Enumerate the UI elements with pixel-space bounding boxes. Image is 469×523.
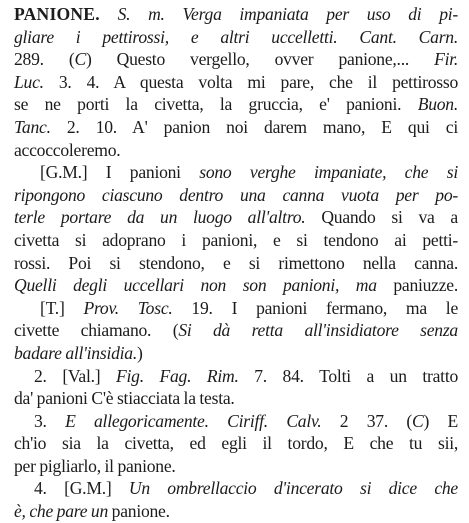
text-run: rossi. Poi si stendono, e si rimettono nella canna. [14, 252, 458, 273]
italic-text: C [74, 49, 86, 70]
entry-line [14, 161, 458, 184]
entry-line [14, 432, 458, 455]
italic-text: terle portare da un luogo all'altro. [14, 207, 306, 228]
italic-text: Un ombrellaccio d'incerato si dice che [128, 478, 458, 499]
entry-line [14, 319, 458, 342]
entry-line [14, 184, 458, 207]
entry-line [14, 93, 458, 116]
text-run: ) [136, 342, 143, 363]
text-run [100, 4, 118, 24]
text-run: ch'io sia la civetta, ed egli il tordo, E che tu sii, [14, 433, 458, 454]
italic-text: gliare i pettirossi, e altri uccelletti. Cant. Carn. [14, 26, 458, 47]
entry-line [14, 342, 458, 365]
italic-text: Si dà retta all'insidiatore senza [178, 320, 458, 341]
entry-line [14, 229, 458, 252]
entry-line [14, 365, 458, 388]
text-run: se ne porti la civetta, la gruccia, e' panioni. [14, 94, 418, 115]
italic-text: S. m. Verga impaniata per uso di pi- [117, 4, 458, 24]
text-run: panione. [108, 501, 170, 522]
text-run: Quando si va a [305, 207, 458, 228]
text-run: 4. [G.M.] [34, 478, 129, 499]
text-run: ) Questo vergello, ovver panione,... [85, 49, 435, 70]
italic-text: badare all'insidia. [14, 342, 137, 363]
entry-line [14, 3, 458, 26]
text-run: accoccoleremo. [14, 139, 121, 160]
entry-line [14, 48, 458, 71]
italic-text: C [412, 410, 424, 431]
text-run: 2. 10. A' panion noi darem mano, E qui ci [50, 116, 458, 137]
text-run: paniuzze. [376, 275, 459, 296]
italic-text: è, che pare un [14, 501, 109, 522]
italic-text: Prov. Tosc. [83, 297, 173, 318]
text-run: ) E [423, 410, 459, 431]
italic-text: Luc. [14, 71, 44, 92]
entry-line [14, 26, 458, 49]
text-run: [T.] [40, 297, 84, 318]
text-run: 19. I panioni fermano, ma le [172, 297, 458, 318]
entry-line [14, 410, 458, 433]
entry-line [14, 71, 458, 94]
text-run: 2 37. ( [321, 410, 412, 431]
text-run: 2. [Val.] [34, 365, 117, 386]
entry-line [14, 477, 458, 500]
italic-text: Fig. Fag. Rim. [116, 365, 239, 386]
italic-text: Quelli degli uccellari non son panioni, ma [14, 275, 377, 296]
text-run: [G.M.] I panioni [40, 162, 200, 183]
headword: PANIONE. [14, 4, 100, 24]
italic-text: E allegoricamente. Ciriff. Calv. [65, 410, 322, 431]
italic-text: Tanc. [14, 116, 51, 137]
italic-text: sono verghe impaniate, che si [199, 162, 458, 183]
text-run: 3. 4. A questa volta mi pare, che il pettirosso [43, 71, 458, 92]
italic-text: Buon. [417, 94, 458, 115]
text-run: per pigliarlo, il panione. [14, 455, 176, 476]
italic-text: Fir. [434, 49, 459, 70]
text-run: da' panioni C'è stiacciata la testa. [14, 388, 235, 409]
entry-line [14, 387, 458, 410]
entry-line [14, 297, 458, 320]
italic-text: ripongono ciascuno dentro una canna vuota per po- [14, 184, 458, 205]
entry-line [14, 139, 458, 162]
text-run: civette chiamano. ( [14, 320, 179, 341]
entry-line [14, 252, 458, 275]
entry-line [14, 116, 458, 139]
text-run: 7. 84. Tolti a un tratto [238, 365, 459, 386]
entry-line [14, 274, 458, 297]
entry-line [14, 206, 458, 229]
text-run: 3. [34, 410, 66, 431]
entry-line [14, 455, 458, 478]
entry-line [14, 500, 458, 523]
text-run: civetta si adoprano i panioni, e si tendono ai petti- [14, 229, 458, 250]
text-run: 289. ( [14, 49, 75, 70]
